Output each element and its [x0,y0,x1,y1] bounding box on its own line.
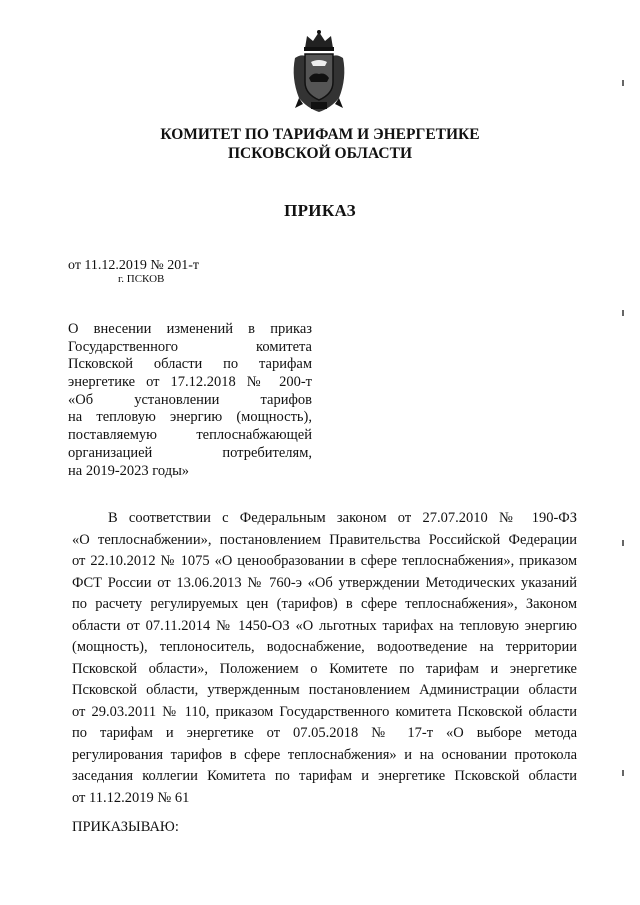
scan-edge-marks [618,0,640,905]
subject-line: «Об установлении тарифов [68,391,312,408]
body-line: от 22.10.2012 № 1075 «О ценообразовании в сфере теплоснабжения», приказом [72,553,577,569]
subject-line: Государственного комитета [68,338,312,355]
body-paragraph [72,508,577,809]
date-number: от 11.12.2019 № 201-т [68,258,200,273]
body-line: от 29.03.2011 № 110, приказом Государственного комитета Псковской области [72,703,577,720]
subject-line: организацией потребителям, [68,444,312,461]
subject-line: на 2019-2023 годы» [68,462,190,479]
subject-line: на тепловую энергию (мощность), [68,409,312,426]
body-line: заседания коллегии Комитета по тарифам и энергетике Псковской области [72,768,577,784]
organization-name-line2: ПСКОВСКОЙ ОБЛАСТИ [227,145,412,162]
body-line: ФСТ России от 13.06.2013 № 760-э «Об утверждении Методических указаний [72,574,577,591]
body-line: «О теплоснабжении», постановлением Правительства Российской Федерации [72,531,577,548]
order-word: ПРИКАЗЫВАЮ: [72,819,179,835]
subject-line: энергетике от 17.12.2018 № 200-т [68,374,312,391]
body-line: Псковской области, утвержденным постановлением Администрации области [72,682,577,698]
body-line: области от 07.11.2014 № 1450-ОЗ «О льготных тарифах на тепловую энергию [72,617,577,634]
pskov-coat-of-arms-icon [289,28,349,114]
city: г. ПСКОВ [118,273,165,285]
organization-name-line1: КОМИТЕТ ПО ТАРИФАМ И ЭНЕРГЕТИКЕ [160,126,480,143]
body-line: по расчету регулируемых цен (тарифов) в сфере теплоснабжения», Законом [72,596,577,612]
subject-line: поставляемую теплоснабжающей [68,427,312,444]
body-line: Псковской области», Положением о Комитете по тарифам и энергетике [72,660,577,677]
subject-line: О внесении изменений в приказ [68,321,312,337]
body-line: регулирования тарифов в сфере теплоснабжения» и на основании протокола [72,746,577,763]
document-title: ПРИКАЗ [284,201,356,220]
body-line: от 11.12.2019 № 61 [72,789,190,806]
subject-line: Псковской области по тарифам [68,356,312,373]
body-line: (мощность), теплоноситель, водоснабжение, водоотведение на территории [72,639,577,655]
body-line: В соответствии с Федеральным законом от 27.07.2010 № 190-ФЗ [108,510,577,526]
subject-block [68,321,312,480]
body-line: по тарифам и энергетике от 07.05.2018 № 17-т «О выборе метода [72,725,577,741]
